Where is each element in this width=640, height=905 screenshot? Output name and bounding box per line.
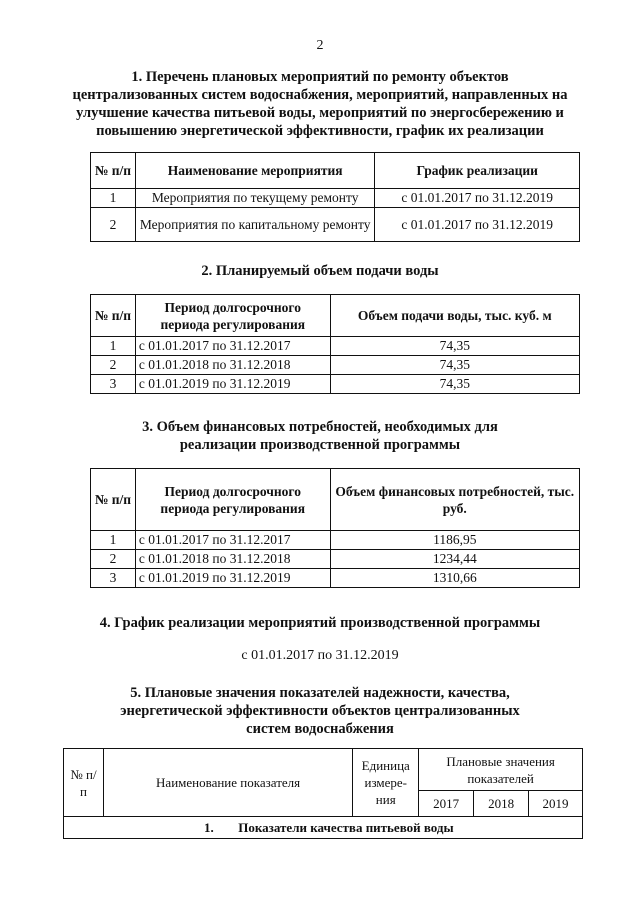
table-row [91,208,580,242]
col-header-num: № п/п [91,153,136,189]
cell-num: 2 [91,356,136,375]
section-5-heading [40,684,600,738]
indicators-table [63,748,583,839]
heading-line: 1. Перечень плановых мероприятий по ремонту объектов [131,69,509,85]
table-row [91,356,580,375]
cell-name: Мероприятия по текущему ремонту [135,189,375,208]
cell-value: 1310,66 [330,569,579,588]
subsection-number: 1. [204,819,214,835]
subsection-title: Показатели качества питьевой воды [238,819,454,835]
col-header-num: № п/п [64,749,104,817]
water-supply-table [90,294,580,394]
section-4-period: с 01.01.2017 по 31.12.2019 [241,648,399,663]
cell-period: с 01.01.2019 по 31.12.2019 [135,375,330,394]
col-header-year: 2017 [419,791,474,817]
subsection-row [64,817,583,839]
cell-num: 2 [91,550,136,569]
table-row [91,189,580,208]
table-header-row [91,469,580,531]
col-header-schedule: График реализации [375,153,580,189]
section-3-heading [40,418,600,454]
cell-value: 1234,44 [330,550,579,569]
financial-needs-table [90,468,580,588]
col-header-unit: Единица измере-ния [353,749,419,817]
cell-period: с 01.01.2018 по 31.12.2018 [135,550,330,569]
col-header-num: № п/п [91,469,136,531]
heading-line: энергетической эффективности объектов централизованных [120,703,520,719]
page-number: 2 [316,38,324,53]
cell-period: с 01.01.2017 по 31.12.2017 [135,337,330,356]
heading-line: 3. Объем финансовых потребностей, необходимых для [142,419,498,435]
col-header-planned: Плановые значения показателей [419,749,583,791]
table-header-row [91,153,580,189]
table-row [91,375,580,394]
subsection-cell [64,817,583,839]
heading-line: 5. Плановые значения показателей надежности, качества, [130,685,510,701]
col-header-volume: Объем подачи воды, тыс. куб. м [330,295,579,337]
heading-line: улучшение качества питьевой воды, мероприятий по энергосбережению и [76,105,564,121]
cell-period: с 01.01.2017 по 31.12.2017 [135,531,330,550]
table-header-row [64,749,583,791]
cell-period: с 01.01.2018 по 31.12.2018 [135,356,330,375]
cell-num: 1 [91,337,136,356]
activities-table [90,152,580,242]
cell-num: 3 [91,569,136,588]
table-row [91,569,580,588]
table-row [91,337,580,356]
cell-period: с 01.01.2019 по 31.12.2019 [135,569,330,588]
col-header-name: Наименование показателя [103,749,352,817]
cell-value: 74,35 [330,337,579,356]
section-1-heading [40,68,600,140]
cell-num: 1 [91,189,136,208]
col-header-num: № п/п [91,295,136,337]
col-header-name: Наименование мероприятия [135,153,375,189]
cell-schedule: с 01.01.2017 по 31.12.2019 [375,189,580,208]
heading-line: централизованных систем водоснабжения, мероприятий, направленных на [72,87,568,103]
cell-num: 2 [91,208,136,242]
cell-schedule: с 01.01.2017 по 31.12.2019 [375,208,580,242]
section-2-heading: 2. Планируемый объем подачи воды [201,263,439,279]
heading-line: повышению энергетической эффективности, график их реализации [96,123,544,139]
heading-line: реализации производственной программы [179,437,461,453]
col-header-period: Период долгосрочного периода регулирования [135,469,330,531]
table-header-row [91,295,580,337]
cell-value: 74,35 [330,375,579,394]
col-header-amount: Объем финансовых потребностей, тыс. руб. [330,469,579,531]
heading-line: систем водоснабжения [246,721,394,737]
section-4-heading: 4. График реализации мероприятий производственной программы [99,615,541,631]
table-row [91,550,580,569]
col-header-period: Период долгосрочного периода регулирования [135,295,330,337]
cell-num: 3 [91,375,136,394]
cell-name: Мероприятия по капитальному ремонту [135,208,375,242]
cell-value: 74,35 [330,356,579,375]
cell-num: 1 [91,531,136,550]
col-header-year: 2018 [474,791,529,817]
col-header-year: 2019 [529,791,583,817]
table-row [91,531,580,550]
cell-value: 1186,95 [330,531,579,550]
